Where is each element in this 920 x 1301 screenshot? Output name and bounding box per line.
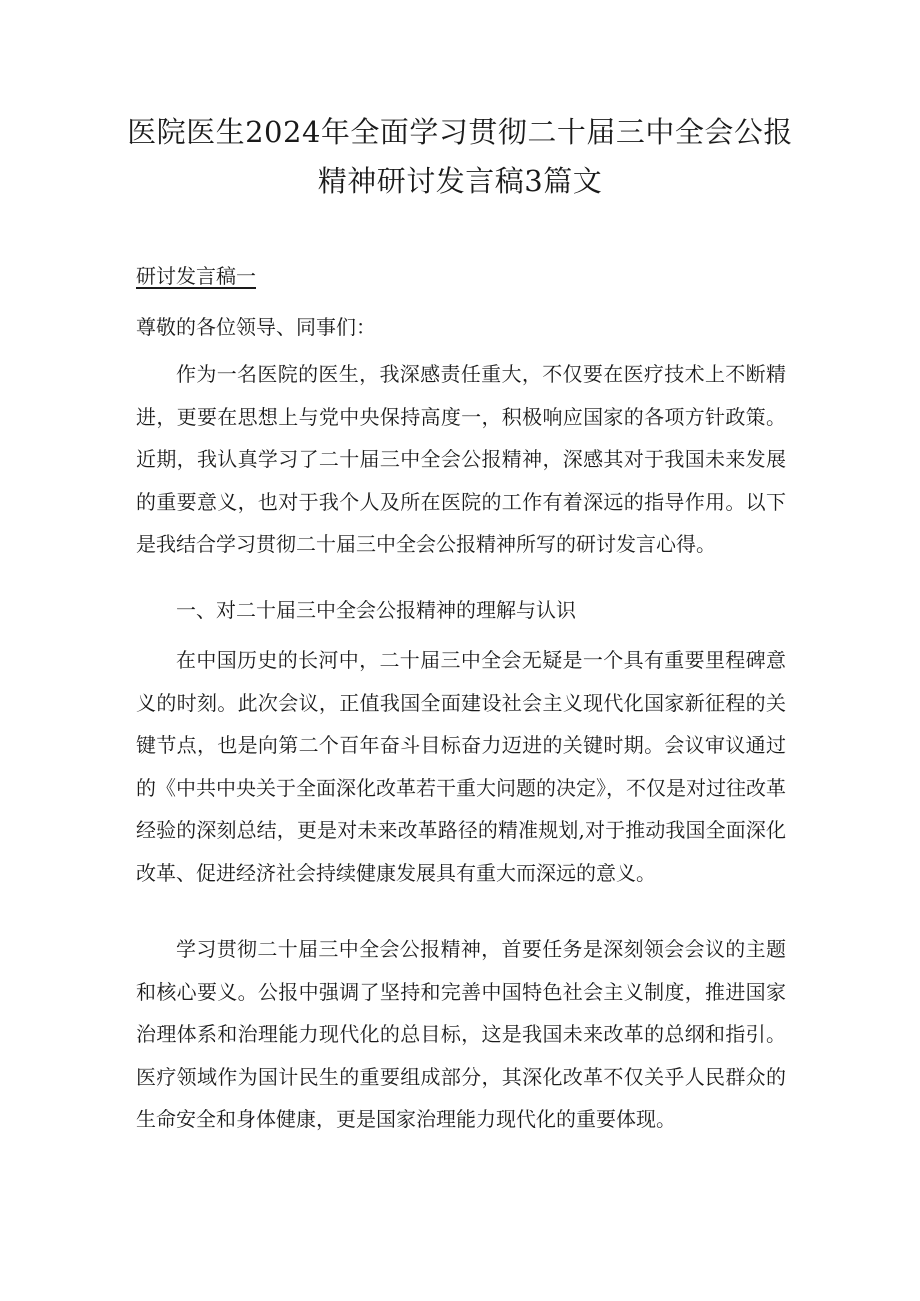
paragraph-historical-significance: 在中国历史的长河中，二十届三中全会无疑是一个具有重要里程碑意义的时刻。此次会议，正值我国全面建设社会主义现代化国家新征程的关键节点，也是向第二个百年奋斗目标奋力迈进的关键时期。会议审议通过的《中共中央关于全面深化改革若干重大问题的决定》，不仅是对过往改革经验的深刻总结，更是对未来改革路径的精准规划,对于推动我国全面深化改革、促进经济社会持续健康发展具有重大而深远的意义。: [136, 648, 786, 885]
section-label: 研讨发言稿一: [136, 264, 256, 288]
paragraph-core-essence: 学习贯彻二十届三中全会公报精神，首要任务是深刻领会会议的主题和核心要义。公报中强调了坚持和完善中国特色社会主义制度，推进国家治理体系和治理能力现代化的总目标，这是我国未来改革的总纲和指引。医疗领域作为国计民生的重要组成部分，其深化改革不仅关乎人民群众的生命安全和身体健康，更是国家治理能力现代化的重要体现。: [136, 937, 786, 1131]
subheading-understanding: 一、对二十届三中全会公报精神的理解与认识: [176, 598, 576, 622]
document-title-line-2: 精神研讨发言稿3篇文: [317, 164, 603, 198]
document-title-line-1: 医院医生2024年全面学习贯彻二十届三中全会公报: [127, 115, 793, 149]
salutation: 尊敬的各位领导、同事们：: [136, 315, 376, 339]
paragraph-intro: 作为一名医院的医生，我深感责任重大，不仅要在医疗技术上不断精进，更要在思想上与党中央保持高度一，积极响应国家的各项方针政策。近期，我认真学习了二十届三中全会公报精神，深感其对于我国未来发展的重要意义，也对于我个人及所在医院的工作有着深远的指导作用。以下是我结合学习贯彻二十届三中全会公报精神所写的研讨发言心得。: [136, 362, 786, 556]
